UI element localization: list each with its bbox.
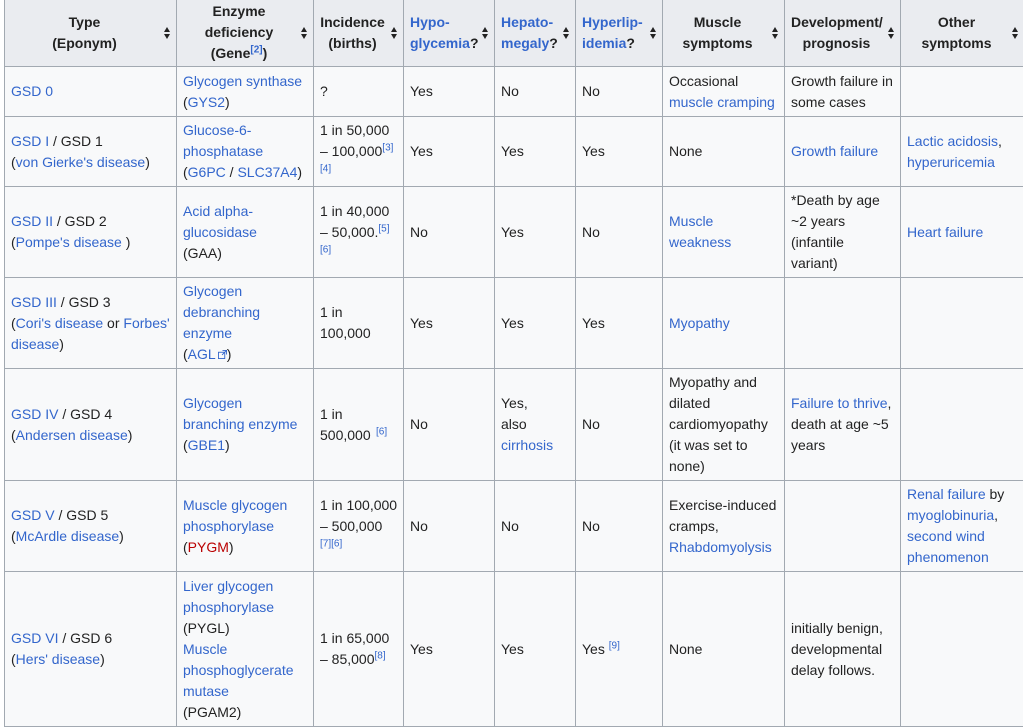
other-cell: [901, 67, 1023, 117]
header-muscle-label: Muscle: [694, 14, 741, 30]
header-incidence-label: Incidence: [320, 14, 385, 30]
hepatomegaly-cell: Yes: [495, 187, 576, 278]
sort-icon[interactable]: [482, 27, 489, 39]
text: 1 in 500,000: [320, 404, 376, 446]
hepatomegaly-cell: Yes: [495, 572, 576, 727]
hyperlipidemia-cell: No: [576, 67, 663, 117]
enzyme-cell: [177, 278, 314, 369]
hyperlipidemia-cell: Yes: [576, 278, 663, 369]
external-link-icon: [218, 350, 227, 359]
table-row: [5, 278, 1023, 369]
enzyme-cell: [177, 481, 314, 572]
text: (: [183, 539, 188, 555]
ref-link[interactable]: [7]: [320, 538, 331, 549]
eponym-link[interactable]: Forbes' disease: [11, 315, 170, 352]
text: Yes, also: [501, 393, 541, 435]
hyperlipidemia-cell: No: [576, 187, 663, 278]
text: ): [227, 346, 232, 362]
muscle-link[interactable]: muscle cramping: [669, 94, 775, 110]
gene-link[interactable]: PYGM: [188, 539, 229, 555]
table-row: [5, 572, 1023, 727]
col-header-hepatomegaly[interactable]: [495, 0, 576, 67]
col-header-enzyme[interactable]: [177, 0, 314, 67]
text: ): [128, 427, 133, 443]
incidence-cell: ?: [314, 67, 404, 117]
type-cell: [5, 67, 177, 117]
incidence-cell: [314, 572, 404, 727]
hepatomegaly-cell: [495, 369, 576, 481]
muscle-cell: Myopathy and dilated cardiomyopathy (it was set to none): [663, 369, 785, 481]
hypoglycemia-cell: Yes: [404, 117, 495, 187]
text: ): [225, 437, 230, 453]
incidence-cell: [314, 369, 404, 481]
development-cell: [785, 481, 901, 572]
type-link[interactable]: GSD V: [11, 507, 55, 523]
enzyme-cell: [177, 67, 314, 117]
muscle-link[interactable]: Muscle weakness: [669, 213, 731, 250]
incidence-cell: [314, 481, 404, 572]
col-header-incidence[interactable]: [314, 0, 404, 67]
type-cell: [5, 481, 177, 572]
gsd-table: [4, 0, 1023, 727]
sort-icon[interactable]: [301, 27, 308, 39]
ref-link[interactable]: [6]: [320, 244, 331, 255]
enzyme-link[interactable]: Muscle phosphoglycerate mutase: [183, 641, 294, 699]
text: by: [986, 486, 1005, 502]
table-row: [5, 187, 1023, 278]
type-link[interactable]: GSD 0: [11, 83, 53, 99]
ref-link[interactable]: [9]: [609, 640, 620, 651]
other-link[interactable]: Lactic acidosis: [907, 133, 998, 149]
development-cell: *Death by age ~2 years (infantile variant): [785, 187, 901, 278]
text: (: [183, 94, 188, 110]
hypoglycemia-cell: Yes: [404, 278, 495, 369]
sort-icon[interactable]: [391, 27, 398, 39]
text: ,: [998, 133, 1002, 149]
header-type-label: Type: [69, 14, 101, 30]
eponym-link[interactable]: Pompe's disease: [16, 234, 122, 250]
table-row: [5, 117, 1023, 187]
text: 1 in 65,000 – 85,000: [320, 630, 389, 667]
type-cell: [5, 117, 177, 187]
other-cell: [901, 369, 1023, 481]
sort-icon[interactable]: [650, 27, 657, 39]
hepatomegaly-cell: Yes: [495, 117, 576, 187]
ref-link[interactable]: [4]: [320, 163, 331, 174]
hepatomegaly-link[interactable]: Hepato-megaly: [501, 14, 553, 51]
text: ): [100, 651, 105, 667]
col-header-muscle[interactable]: [663, 0, 785, 67]
type-link[interactable]: GSD III: [11, 294, 57, 310]
type-cell: [5, 278, 177, 369]
header-other-sub: symptoms: [921, 35, 991, 51]
text: / GSD 6: [58, 630, 112, 646]
sort-icon[interactable]: [888, 27, 895, 39]
other-link[interactable]: Heart failure: [907, 224, 983, 240]
hypoglycemia-cell: Yes: [404, 572, 495, 727]
other-link[interactable]: second wind phenomenon: [907, 528, 989, 565]
type-link[interactable]: GSD VI: [11, 630, 58, 646]
text: ): [122, 234, 131, 250]
hyperlipidemia-cell: Yes: [576, 117, 663, 187]
text: (: [183, 437, 188, 453]
gene-link[interactable]: GBE1: [188, 437, 225, 453]
header-enzyme-close: ): [263, 45, 268, 61]
type-link[interactable]: GSD IV: [11, 406, 58, 422]
other-cell: [901, 117, 1023, 187]
hypoglycemia-cell: Yes: [404, 67, 495, 117]
text: (: [183, 346, 188, 362]
development-cell: [785, 369, 901, 481]
table-row: [5, 67, 1023, 117]
enzyme-cell: [177, 117, 314, 187]
ref-link[interactable]: [3]: [382, 142, 393, 153]
col-header-hypoglycemia[interactable]: [404, 0, 495, 67]
incidence-cell: [314, 117, 404, 187]
enzyme-cell: [177, 187, 314, 278]
muscle-cell: None: [663, 117, 785, 187]
text: , death at age ~5 years: [791, 395, 891, 453]
header-q: ?: [626, 35, 635, 51]
muscle-cell: None: [663, 572, 785, 727]
type-cell: [5, 369, 177, 481]
text: (: [11, 427, 16, 443]
text: / GSD 2: [53, 213, 107, 229]
text: ,: [994, 507, 998, 523]
text: /: [226, 164, 238, 180]
sort-icon[interactable]: [563, 27, 570, 39]
muscle-cell: [663, 67, 785, 117]
muscle-cell: [663, 278, 785, 369]
hepatomegaly-cell: Yes: [495, 278, 576, 369]
table-row: [5, 481, 1023, 572]
text: ): [229, 539, 234, 555]
development-link[interactable]: Failure to thrive: [791, 395, 887, 411]
ref-link[interactable]: [6]: [331, 538, 342, 549]
type-link[interactable]: GSD I: [11, 133, 49, 149]
header-development-sub: prognosis: [803, 35, 871, 51]
development-link[interactable]: Growth failure: [791, 143, 878, 159]
text: ): [145, 154, 150, 170]
other-cell: [901, 278, 1023, 369]
eponym-link[interactable]: Cori's disease: [16, 315, 104, 331]
text: ): [225, 94, 230, 110]
enzyme-link[interactable]: Liver glycogen phosphorylase: [183, 576, 279, 618]
incidence-cell: [314, 187, 404, 278]
header-type-sub: (Eponym): [52, 35, 117, 51]
hyperlipidemia-cell: No: [576, 481, 663, 572]
hypoglycemia-cell: No: [404, 481, 495, 572]
text: (: [11, 154, 16, 170]
other-cell: [901, 572, 1023, 727]
other-link[interactable]: Renal failure: [907, 486, 986, 502]
ref-link[interactable]: [2]: [250, 44, 262, 55]
hypoglycemia-link[interactable]: Hypo-glycemia: [410, 14, 470, 51]
text: (: [11, 528, 16, 544]
other-link[interactable]: hyperuricemia: [907, 154, 995, 170]
text: Yes: [582, 641, 605, 657]
col-header-hyperlipidemia[interactable]: [576, 0, 663, 67]
col-header-development[interactable]: [785, 0, 901, 67]
eponym-link[interactable]: McArdle disease: [16, 528, 120, 544]
text: / GSD 3: [57, 294, 111, 310]
hypoglycemia-cell: No: [404, 369, 495, 481]
muscle-cell: [663, 481, 785, 572]
other-cell: [901, 187, 1023, 278]
hepatomegaly-link[interactable]: cirrhosis: [501, 437, 553, 453]
eponym-link[interactable]: Andersen disease: [16, 427, 128, 443]
text: / GSD 1: [49, 133, 103, 149]
enzyme-cell: [177, 572, 314, 727]
incidence-cell: 1 in 100,000: [314, 278, 404, 369]
header-q: ?: [470, 35, 479, 51]
gene-link[interactable]: G6PC: [188, 164, 226, 180]
text: Occasional: [669, 73, 738, 89]
ref-link[interactable]: [5]: [378, 223, 389, 234]
text: or: [103, 315, 123, 331]
sort-icon[interactable]: [772, 27, 779, 39]
type-cell: [5, 572, 177, 727]
header-other-label: Other: [938, 14, 975, 30]
text: (: [11, 651, 16, 667]
type-cell: [5, 187, 177, 278]
text: ): [119, 528, 124, 544]
text: 1 in 50,000 – 100,000: [320, 122, 389, 159]
table-row: [5, 369, 1023, 481]
text: (: [11, 315, 16, 331]
hyperlipidemia-link[interactable]: Hyperlip-idemia: [582, 14, 643, 51]
col-header-other[interactable]: [901, 0, 1023, 67]
gene-link[interactable]: SLC37A4: [237, 164, 297, 180]
muscle-link[interactable]: Rhabdomyolysis: [669, 539, 772, 555]
type-link[interactable]: GSD II: [11, 213, 53, 229]
hepatomegaly-cell: No: [495, 67, 576, 117]
enzyme-link[interactable]: Muscle glycogen phosphorylase: [183, 497, 287, 534]
text: (: [11, 234, 16, 250]
enzyme-link[interactable]: Glycogen branching enzyme: [183, 395, 297, 432]
text: (PGAM2): [183, 704, 241, 720]
header-development-label: Development/: [791, 14, 883, 30]
eponym-link[interactable]: von Gierke's disease: [16, 154, 146, 170]
header-enzyme-label: Enzyme deficiency: [205, 3, 273, 40]
text: (GAA): [183, 245, 222, 261]
header-enzyme-gene: (Gene: [211, 45, 251, 61]
text: 1 in 40,000 – 50,000.: [320, 203, 389, 240]
enzyme-cell: [177, 369, 314, 481]
hyperlipidemia-cell: [576, 572, 663, 727]
gene-link[interactable]: GYS2: [188, 94, 225, 110]
development-cell: initially benign, developmental delay follows.: [785, 572, 901, 727]
enzyme-link[interactable]: Glycogen debranching enzyme: [183, 281, 269, 344]
ref-link[interactable]: [8]: [375, 650, 386, 661]
enzyme-link[interactable]: Glycogen synthase: [183, 73, 302, 89]
sort-icon[interactable]: [1012, 27, 1019, 39]
sort-icon[interactable]: [164, 27, 171, 39]
text: / GSD 5: [55, 507, 109, 523]
col-header-type[interactable]: [5, 0, 177, 67]
text: Exercise-induced cramps,: [669, 497, 776, 534]
development-cell: [785, 278, 901, 369]
muscle-cell: [663, 187, 785, 278]
text: / GSD 4: [58, 406, 112, 422]
ref-link[interactable]: [6]: [376, 426, 387, 437]
muscle-link[interactable]: Myopathy: [669, 315, 730, 331]
other-cell: [901, 481, 1023, 572]
text: (PYGL): [183, 620, 230, 636]
enzyme-link[interactable]: Acid alpha-glucosidase: [183, 201, 269, 243]
gene-link[interactable]: AGL: [188, 346, 216, 362]
header-incidence-sub: (births): [328, 35, 376, 51]
enzyme-link[interactable]: Glucose-6-phosphatase: [183, 120, 269, 162]
eponym-link[interactable]: Hers' disease: [16, 651, 100, 667]
development-cell: Growth failure in some cases: [785, 67, 901, 117]
other-link[interactable]: myoglobinuria: [907, 507, 994, 523]
text: ): [297, 164, 302, 180]
header-muscle-sub: symptoms: [682, 35, 752, 51]
header-q: ?: [549, 35, 558, 51]
text: (: [183, 164, 188, 180]
header-row: [5, 0, 1023, 67]
text: ): [59, 336, 64, 352]
development-cell: [785, 117, 901, 187]
hepatomegaly-cell: No: [495, 481, 576, 572]
text: 1 in 100,000 – 500,000: [320, 495, 398, 537]
hyperlipidemia-cell: No: [576, 369, 663, 481]
hypoglycemia-cell: No: [404, 187, 495, 278]
